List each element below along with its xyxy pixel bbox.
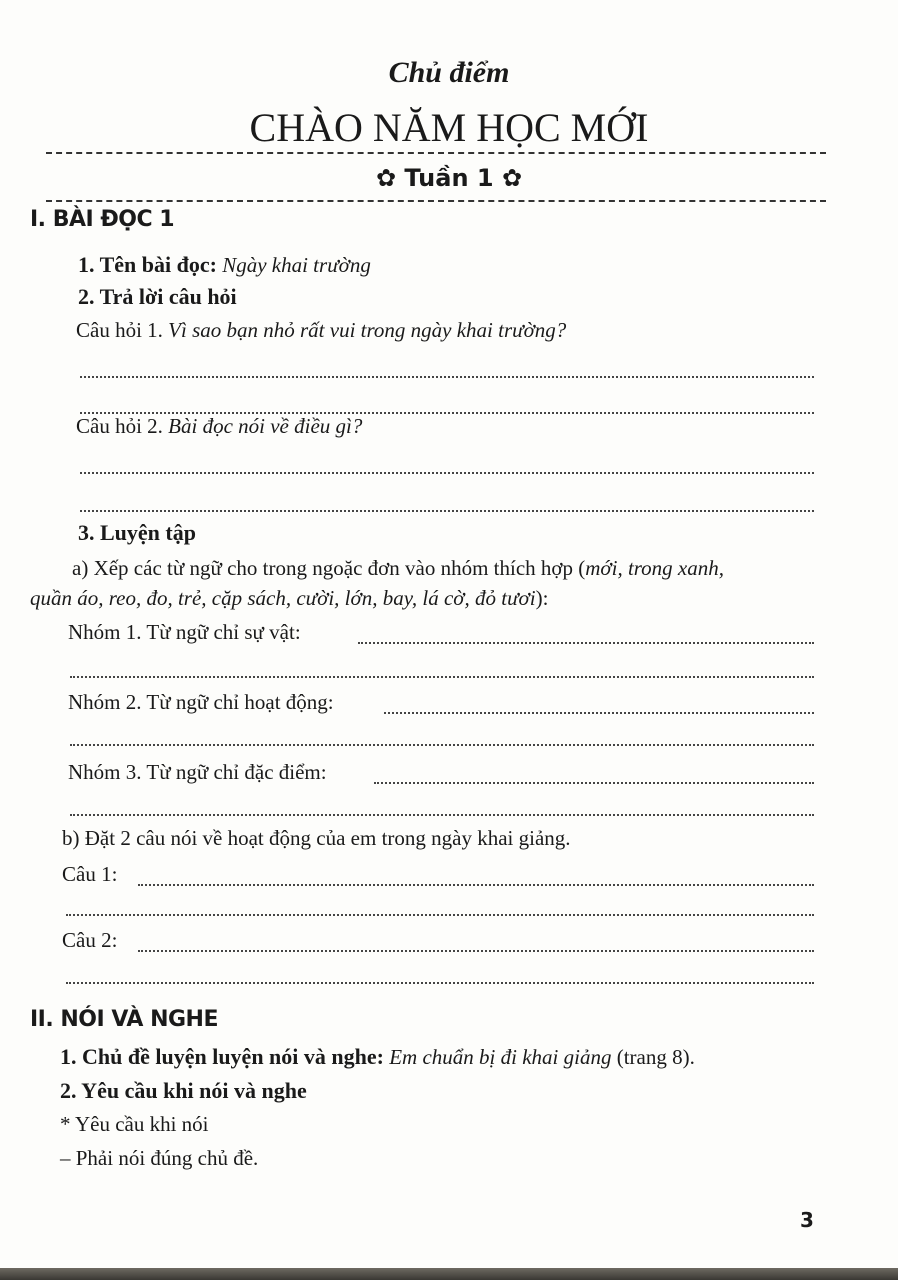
answer-line[interactable] (374, 782, 814, 784)
speaking-topic-suffix: (trang 8). (616, 1045, 695, 1069)
reading-title-line (78, 252, 371, 278)
question-1-label: Câu hỏi 1. (76, 318, 163, 342)
divider-dashed-bottom (46, 200, 826, 202)
speaking-topic-line (60, 1044, 695, 1070)
week-label: Tuần 1 (404, 164, 494, 192)
answer-line[interactable] (80, 510, 814, 512)
answer-questions-heading: 2. Trả lời câu hỏi (78, 284, 237, 309)
speaking-requirement-label: * Yêu cầu khi nói (60, 1112, 209, 1136)
question-1-text: Vì sao bạn nhỏ rất vui trong ngày khai trường? (168, 318, 567, 342)
page-number: 3 (800, 1208, 814, 1232)
answer-line[interactable] (66, 914, 814, 916)
reading-title-label: 1. Tên bài đọc: (78, 252, 217, 277)
speaking-requirement-1: – Phải nói đúng chủ đề. (60, 1146, 259, 1170)
answer-line[interactable] (70, 814, 814, 816)
question-2 (76, 414, 362, 439)
answer-line[interactable] (80, 472, 814, 474)
answer-line[interactable] (138, 884, 814, 886)
topic-title: CHÀO NĂM HỌC MỚI (249, 105, 649, 150)
divider-dashed-top (46, 152, 826, 154)
question-1 (76, 318, 566, 343)
answer-line[interactable] (358, 642, 814, 644)
exercise-a-line2 (30, 586, 548, 611)
sentence-2-label: Câu 2: (62, 928, 118, 952)
answer-line[interactable] (80, 376, 814, 378)
exercise-b-text: b) Đặt 2 câu nói về hoạt động của em trong ngày khai giảng. (62, 826, 571, 850)
speaking-topic-label: 1. Chủ đề luyện luyện nói và nghe: (60, 1044, 384, 1069)
answer-line[interactable] (138, 950, 814, 952)
reading-title-value: Ngày khai trường (222, 253, 371, 277)
answer-line[interactable] (70, 676, 814, 678)
flower-icon: ✿ (375, 164, 397, 192)
week-heading (0, 164, 898, 192)
practice-heading: 3. Luyện tập (78, 520, 196, 545)
group-3-label: Nhóm 3. Từ ngữ chỉ đặc điểm: (68, 760, 327, 784)
page-bottom-edge (0, 1268, 898, 1280)
question-2-text: Bài đọc nói về điều gì? (168, 414, 363, 438)
section-heading-reading: I. BÀI ĐỌC 1 (30, 207, 175, 232)
sentence-1-label: Câu 1: (62, 862, 118, 886)
exercise-a-suffix: ): (535, 586, 549, 610)
exercise-a-words-2: quần áo, reo, đo, trẻ, cặp sách, cười, lớn, bay, lá cờ, đỏ tươi (30, 586, 536, 610)
question-2-label: Câu hỏi 2. (76, 414, 163, 438)
flower-icon: ✿ (501, 164, 523, 192)
exercise-a-words-1: mới, trong xanh, (585, 556, 725, 580)
exercise-a-prefix: a) Xếp các từ ngữ cho trong ngoặc đơn vào nhóm thích hợp ( (72, 556, 586, 580)
exercise-a-line1 (72, 556, 724, 581)
speaking-topic-value: Em chuẩn bị đi khai giảng (389, 1045, 612, 1069)
answer-line[interactable] (66, 982, 814, 984)
group-1-label: Nhóm 1. Từ ngữ chỉ sự vật: (68, 620, 301, 644)
group-2-label: Nhóm 2. Từ ngữ chỉ hoạt động: (68, 690, 334, 714)
topic-label: Chủ điểm (388, 56, 510, 89)
section-heading-speaking: II. NÓI VÀ NGHE (30, 1007, 218, 1032)
speaking-requirements-heading: 2. Yêu cầu khi nói và nghe (60, 1078, 307, 1103)
answer-line[interactable] (384, 712, 814, 714)
answer-line[interactable] (70, 744, 814, 746)
